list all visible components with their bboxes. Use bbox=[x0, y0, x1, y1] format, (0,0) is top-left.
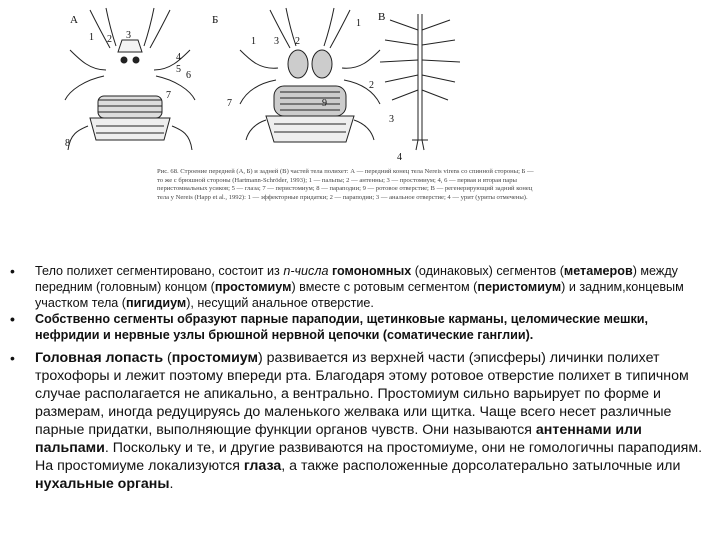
fig-b-num: 7 bbox=[227, 98, 232, 109]
fig-v-num: 3 bbox=[389, 114, 394, 125]
fig-b-num: 2 bbox=[295, 36, 300, 47]
bullet-icon: • bbox=[10, 263, 15, 279]
bullet-item-2: • Собственно сегменты образуют парные параподии, щетинковые карманы, целомические мешки, нефридии и нервные узлы брюшной нервной цепочки (соматические ганглии). bbox=[10, 311, 649, 342]
figure-label-a: А bbox=[70, 14, 78, 26]
fig-v-num: 4 bbox=[397, 152, 402, 163]
fig-b-num: 1 bbox=[251, 36, 256, 47]
bullet-item-1: • Тело полихет сегментировано, состоит из n-числа гомономных (одинаковых) сегментов (метамеров) между передним (головным) концом (простомиум) вместе с ротовым сегментом (перистомиум) и задним,концевым участком тела (пигидиум), несущий анальное отверстие. bbox=[10, 263, 684, 310]
fig-v-num: 2 bbox=[369, 80, 374, 91]
fig-b-num: 3 bbox=[274, 36, 279, 47]
fig-a-num: 4 bbox=[176, 52, 181, 63]
figure-v-drawing bbox=[380, 14, 460, 150]
fig-a-num: 7 bbox=[166, 90, 171, 101]
figure-caption: Рис. 68. Строение передней (А, Б) и задней (В) частей тела полихет: А — передний конец тела Nereis virens со спинной стороны; Б — то же с брюшной стороны (Hartmann-Schröder, 1993); 1 — пальпы; 2 — антенны; 3 — простомиум; 4, 6 — первая и вторая пары перистомиальных усиков; 5 — глаза; 7 — перистомиум; 8 — параподии; 9 — ротовое отверстие; В — регенерирующий задний конец тела у Nereis (Нарр et al., 1992): 1 — эффекторные придатки; 2 — параподии; 3 — анальное отверстие; 4 — урит (уриты отмечены). bbox=[157, 168, 534, 201]
fig-v-num: 1 bbox=[356, 18, 361, 29]
bullet-item-3: • Головная лопасть (простомиум) развивается из верхней части (эписферы) личинки полихет трохофоры и лежит поэтому впереди рта. Благодаря этому ротовое отверстие полихет в типичном случае располагается не апикально, а вентрально. Простомиум сильно варьирует по форме и размерам, иногда редуцируясь до маленького желвака или щитка. Чаще всего несет различные парные придатки, выполняющие функции органов чувств. Они называются антеннами или пальпами. Поскольку и те, и другие развиваются на простомиуме, они не гомологичны параподиям. На простомиуме локализуются глаза, а также расположенные дорсолатерально затылочные или нухальные органы. bbox=[10, 350, 703, 492]
bullet-list bbox=[0, 263, 720, 493]
bullet-icon: • bbox=[10, 311, 15, 327]
figure-label-b: Б bbox=[212, 14, 219, 26]
fig-a-num: 1 bbox=[89, 32, 94, 43]
bullet-icon: • bbox=[10, 350, 15, 366]
fig-a-num: 6 bbox=[186, 70, 191, 81]
polychaete-figure bbox=[40, 0, 720, 255]
fig-a-num: 2 bbox=[107, 34, 112, 45]
figure-label-v: В bbox=[378, 11, 386, 23]
fig-a-num: 5 bbox=[176, 64, 181, 75]
fig-a-num: 3 bbox=[126, 30, 131, 41]
figure bbox=[40, 0, 720, 255]
fig-b-num: 9 bbox=[322, 98, 327, 109]
fig-a-num: 8 bbox=[65, 138, 70, 149]
